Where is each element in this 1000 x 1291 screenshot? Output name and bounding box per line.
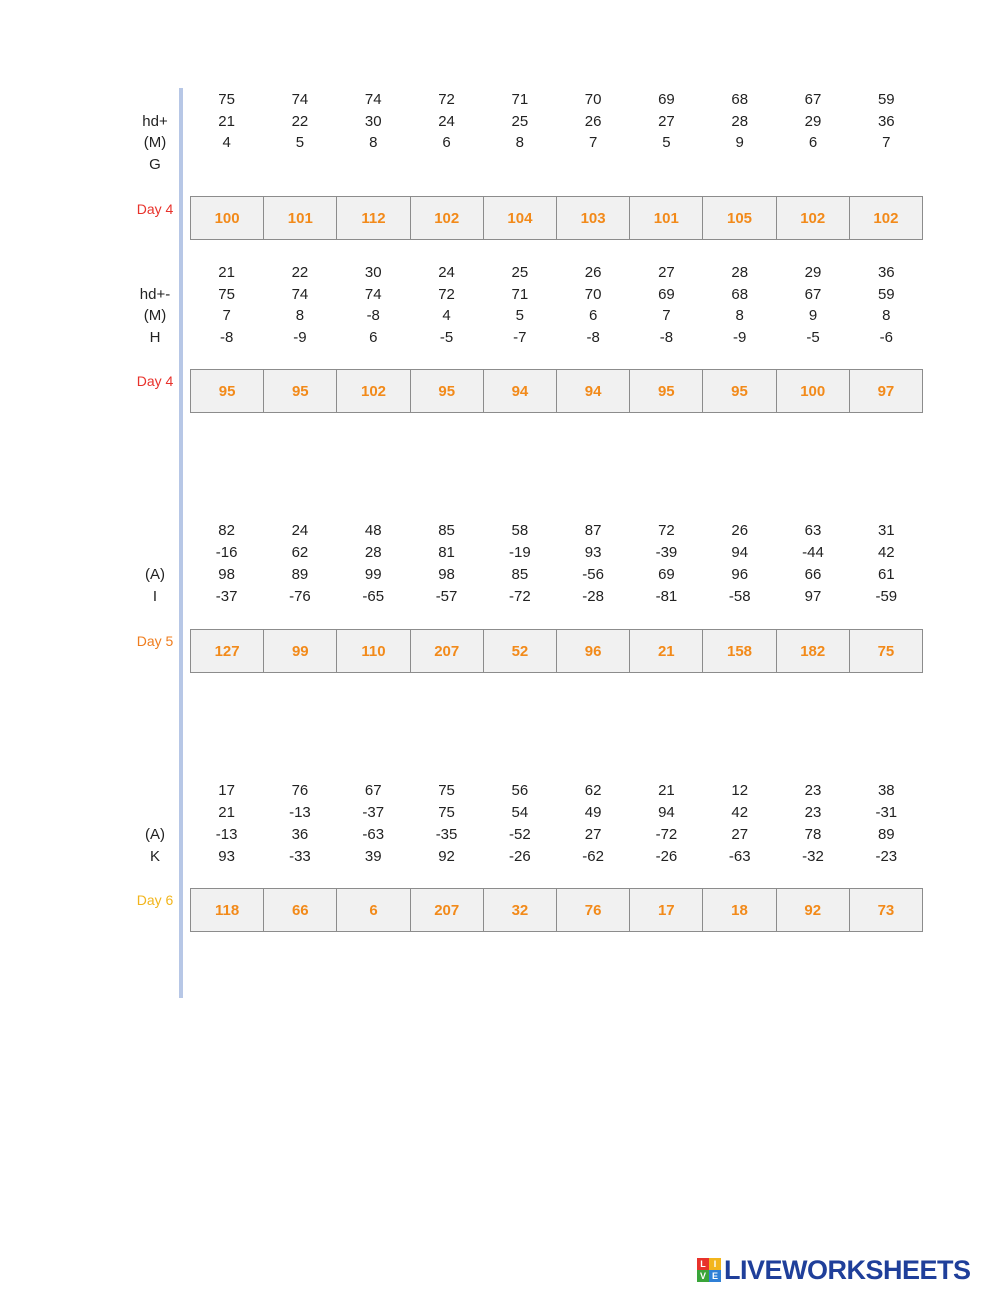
- number-row: [190, 520, 923, 542]
- answer-box[interactable]: 102: [337, 370, 410, 412]
- number-cell: -37: [215, 588, 238, 605]
- number-cell: 82: [218, 522, 235, 539]
- number-cell: -5: [439, 329, 454, 346]
- number-cell: -6: [879, 329, 893, 346]
- number-cell: 27: [658, 113, 675, 130]
- number-cell: 23: [804, 804, 822, 821]
- number-cell: 89: [291, 566, 309, 583]
- answer-box[interactable]: 101: [264, 197, 337, 239]
- number-cell: 26: [584, 264, 602, 281]
- number-cell: 71: [511, 91, 529, 108]
- answer-box[interactable]: 110: [337, 630, 410, 672]
- number-cell: 59: [877, 286, 895, 303]
- logo-letter: I: [709, 1258, 721, 1270]
- number-cell: 66: [804, 566, 822, 583]
- number-cell: 27: [731, 826, 749, 843]
- answer-box[interactable]: 32: [484, 889, 557, 931]
- number-cell: 22: [291, 113, 309, 130]
- number-cell: -9: [733, 329, 747, 346]
- number-cell: -39: [655, 544, 678, 561]
- number-cell: 78: [804, 826, 822, 843]
- logo-letter: V: [697, 1270, 709, 1282]
- number-cell: 28: [731, 264, 749, 281]
- number-cell: 67: [804, 91, 822, 108]
- number-cell: 6: [808, 134, 818, 151]
- number-cell: 98: [218, 566, 235, 583]
- number-row: [190, 780, 923, 802]
- number-cell: 12: [731, 782, 749, 799]
- number-cell: 98: [438, 566, 455, 583]
- number-cell: 85: [511, 566, 529, 583]
- number-cell: 23: [804, 782, 822, 799]
- number-cell: 29: [804, 113, 822, 130]
- number-cell: 85: [438, 522, 455, 539]
- number-cell: 21: [658, 782, 675, 799]
- number-cell: 75: [218, 286, 235, 303]
- row-label: (M): [143, 307, 167, 324]
- number-cell: 22: [291, 264, 309, 281]
- answer-box[interactable]: 76: [557, 889, 630, 931]
- number-row: [190, 132, 923, 154]
- number-cell: -13: [215, 826, 238, 843]
- row-label: hd+: [142, 113, 168, 130]
- number-cell: 74: [364, 286, 382, 303]
- number-cell: 92: [438, 848, 455, 865]
- number-cell: 75: [438, 804, 455, 821]
- row-label: (A): [145, 566, 165, 583]
- number-cell: 31: [877, 522, 895, 539]
- row-label: (A): [145, 826, 165, 843]
- number-cell: 21: [218, 264, 235, 281]
- number-cell: -8: [586, 329, 600, 346]
- answer-box[interactable]: 158: [703, 630, 776, 672]
- number-cell: -59: [875, 588, 898, 605]
- answer-box[interactable]: 100: [777, 370, 850, 412]
- number-cell: 74: [291, 91, 309, 108]
- number-cell: 5: [662, 134, 671, 151]
- number-cell: -33: [289, 848, 311, 865]
- number-cell: -19: [508, 544, 531, 561]
- answer-box[interactable]: 182: [777, 630, 850, 672]
- row-label: (M): [143, 134, 167, 151]
- number-cell: 30: [364, 264, 382, 281]
- answer-box[interactable]: 127: [191, 630, 264, 672]
- number-cell: 30: [364, 113, 382, 130]
- number-cell: -8: [219, 329, 234, 346]
- day-label: Day 4: [136, 201, 174, 217]
- number-cell: 49: [584, 804, 602, 821]
- number-cell: -9: [293, 329, 307, 346]
- number-cell: 89: [877, 826, 895, 843]
- number-cell: 72: [438, 91, 455, 108]
- row-label: I: [152, 588, 158, 605]
- answer-box[interactable]: 94: [557, 370, 630, 412]
- logo-letter: L: [697, 1258, 709, 1270]
- number-cell: 69: [658, 91, 675, 108]
- answer-row: [190, 888, 923, 932]
- answer-box[interactable]: 103: [557, 197, 630, 239]
- number-cell: 96: [731, 566, 749, 583]
- answer-box[interactable]: 18: [703, 889, 776, 931]
- number-cell: -65: [362, 588, 385, 605]
- number-cell: 5: [295, 134, 305, 151]
- number-row: [190, 542, 923, 564]
- number-row: [190, 284, 923, 306]
- number-cell: -13: [289, 804, 311, 821]
- number-cell: 74: [364, 91, 382, 108]
- number-cell: 5: [515, 307, 524, 324]
- number-cell: 68: [731, 91, 749, 108]
- number-cell: 39: [364, 848, 382, 865]
- number-cell: -72: [655, 826, 678, 843]
- number-cell: -35: [435, 826, 458, 843]
- logo-icon: [697, 1258, 721, 1282]
- answer-box[interactable]: 99: [264, 630, 337, 672]
- answer-box[interactable]: 102: [411, 197, 484, 239]
- number-cell: 4: [222, 134, 231, 151]
- number-cell: -52: [508, 826, 531, 843]
- number-cell: -5: [806, 329, 820, 346]
- number-cell: -72: [508, 588, 531, 605]
- answer-box[interactable]: 112: [337, 197, 410, 239]
- number-cell: 81: [438, 544, 455, 561]
- number-cell: -58: [728, 588, 751, 605]
- number-cell: 75: [218, 91, 235, 108]
- number-cell: 62: [584, 782, 602, 799]
- number-row: [190, 111, 923, 133]
- answer-box[interactable]: 52: [484, 630, 557, 672]
- number-cell: 76: [291, 782, 309, 799]
- number-cell: -23: [875, 848, 898, 865]
- liveworksheets-logo: [697, 1255, 971, 1285]
- number-cell: 94: [731, 544, 749, 561]
- number-cell: 4: [442, 307, 451, 324]
- number-cell: -26: [655, 848, 678, 865]
- number-cell: 62: [291, 544, 309, 561]
- number-row: [190, 564, 923, 586]
- number-cell: 70: [584, 91, 602, 108]
- number-cell: 6: [442, 134, 451, 151]
- number-cell: 9: [808, 307, 818, 324]
- number-cell: -32: [802, 848, 824, 865]
- answer-row: [190, 196, 923, 240]
- number-cell: 59: [877, 91, 895, 108]
- number-row: [190, 305, 923, 327]
- number-cell: -63: [362, 826, 385, 843]
- answer-box[interactable]: 92: [777, 889, 850, 931]
- number-cell: 28: [364, 544, 382, 561]
- number-row: [190, 846, 923, 868]
- number-cell: 87: [584, 522, 602, 539]
- number-cell: 6: [588, 307, 598, 324]
- number-cell: -76: [289, 588, 311, 605]
- number-cell: 21: [218, 804, 235, 821]
- number-cell: -37: [362, 804, 385, 821]
- answer-box[interactable]: 95: [411, 370, 484, 412]
- number-cell: 36: [877, 264, 895, 281]
- number-cell: -16: [215, 544, 238, 561]
- number-cell: 26: [584, 113, 602, 130]
- number-cell: 38: [877, 782, 895, 799]
- number-cell: 6: [369, 329, 378, 346]
- answer-row: [190, 369, 923, 413]
- number-cell: 28: [731, 113, 749, 130]
- number-cell: -63: [728, 848, 751, 865]
- number-cell: -8: [659, 329, 674, 346]
- number-cell: 67: [364, 782, 382, 799]
- number-cell: 58: [511, 522, 529, 539]
- row-label: H: [149, 329, 161, 346]
- day-label: Day 4: [136, 373, 174, 389]
- number-cell: 8: [882, 307, 891, 324]
- answer-box[interactable]: 96: [557, 630, 630, 672]
- number-cell: 24: [438, 264, 455, 281]
- answer-box[interactable]: 94: [484, 370, 557, 412]
- number-cell: -62: [582, 848, 604, 865]
- answer-box[interactable]: 105: [703, 197, 776, 239]
- number-cell: 72: [438, 286, 455, 303]
- number-cell: 7: [588, 134, 598, 151]
- number-cell: 25: [511, 264, 529, 281]
- number-cell: 9: [735, 134, 744, 151]
- answer-box[interactable]: 66: [264, 889, 337, 931]
- number-cell: 72: [658, 522, 675, 539]
- number-row: [190, 802, 923, 824]
- number-cell: 8: [295, 307, 305, 324]
- row-label: G: [149, 156, 161, 173]
- number-cell: 7: [662, 307, 671, 324]
- day-label: Day 5: [136, 633, 174, 649]
- number-cell: 70: [584, 286, 602, 303]
- number-cell: -56: [582, 566, 604, 583]
- answer-box[interactable]: 73: [850, 889, 922, 931]
- answer-row: [190, 629, 923, 673]
- row-label: hd+-: [139, 286, 171, 303]
- number-cell: 61: [877, 566, 895, 583]
- row-label: K: [149, 848, 160, 865]
- number-row: [190, 262, 923, 284]
- number-cell: -57: [435, 588, 458, 605]
- number-cell: 93: [584, 544, 602, 561]
- logo-text: LIVEWORKSHEETS: [724, 1254, 971, 1285]
- number-cell: 24: [438, 113, 455, 130]
- number-cell: 99: [364, 566, 382, 583]
- number-cell: 67: [804, 286, 822, 303]
- answer-box[interactable]: 95: [264, 370, 337, 412]
- number-cell: -28: [582, 588, 604, 605]
- number-cell: 75: [438, 782, 455, 799]
- number-cell: 36: [877, 113, 895, 130]
- number-cell: -8: [366, 307, 380, 324]
- number-cell: 27: [584, 826, 602, 843]
- number-cell: 36: [291, 826, 309, 843]
- answer-box[interactable]: 95: [630, 370, 703, 412]
- answer-box[interactable]: 101: [630, 197, 703, 239]
- answer-box[interactable]: 75: [850, 630, 922, 672]
- number-cell: 94: [658, 804, 675, 821]
- number-cell: 29: [804, 264, 822, 281]
- number-cell: 25: [511, 113, 529, 130]
- number-cell: 27: [658, 264, 675, 281]
- number-cell: 8: [515, 134, 524, 151]
- number-cell: 24: [291, 522, 309, 539]
- number-cell: 26: [731, 522, 749, 539]
- number-cell: 71: [511, 286, 529, 303]
- number-cell: 93: [218, 848, 235, 865]
- number-row: [190, 824, 923, 846]
- number-cell: 54: [511, 804, 529, 821]
- number-cell: 69: [658, 566, 675, 583]
- answer-box[interactable]: 17: [630, 889, 703, 931]
- number-cell: 21: [218, 113, 235, 130]
- answer-box[interactable]: 95: [191, 370, 264, 412]
- number-cell: -31: [875, 804, 898, 821]
- number-cell: 69: [658, 286, 675, 303]
- number-cell: 68: [731, 286, 749, 303]
- number-cell: 74: [291, 286, 309, 303]
- number-cell: -81: [655, 588, 678, 605]
- number-cell: 8: [735, 307, 744, 324]
- number-cell: 97: [804, 588, 822, 605]
- number-cell: 48: [364, 522, 382, 539]
- answer-box[interactable]: 207: [411, 889, 484, 931]
- answer-box[interactable]: 6: [337, 889, 410, 931]
- answer-box[interactable]: 104: [484, 197, 557, 239]
- logo-letter: E: [709, 1270, 721, 1282]
- number-cell: 7: [882, 134, 891, 151]
- number-cell: 42: [731, 804, 749, 821]
- answer-box[interactable]: 21: [630, 630, 703, 672]
- number-cell: 42: [877, 544, 895, 561]
- number-cell: -44: [802, 544, 824, 561]
- number-cell: 56: [511, 782, 529, 799]
- number-row: [190, 327, 923, 349]
- answer-box[interactable]: 118: [191, 889, 264, 931]
- number-cell: 8: [369, 134, 378, 151]
- answer-box[interactable]: 102: [777, 197, 850, 239]
- day-label: Day 6: [136, 892, 174, 908]
- answer-box[interactable]: 102: [850, 197, 922, 239]
- answer-box[interactable]: 95: [703, 370, 776, 412]
- number-cell: 63: [804, 522, 822, 539]
- number-row: [190, 89, 923, 111]
- number-row: [190, 586, 923, 608]
- number-cell: 17: [218, 782, 235, 799]
- answer-box[interactable]: 100: [191, 197, 264, 239]
- number-cell: -7: [513, 329, 527, 346]
- number-cell: -26: [508, 848, 531, 865]
- answer-box[interactable]: 207: [411, 630, 484, 672]
- number-cell: 7: [222, 307, 231, 324]
- answer-box[interactable]: 97: [850, 370, 922, 412]
